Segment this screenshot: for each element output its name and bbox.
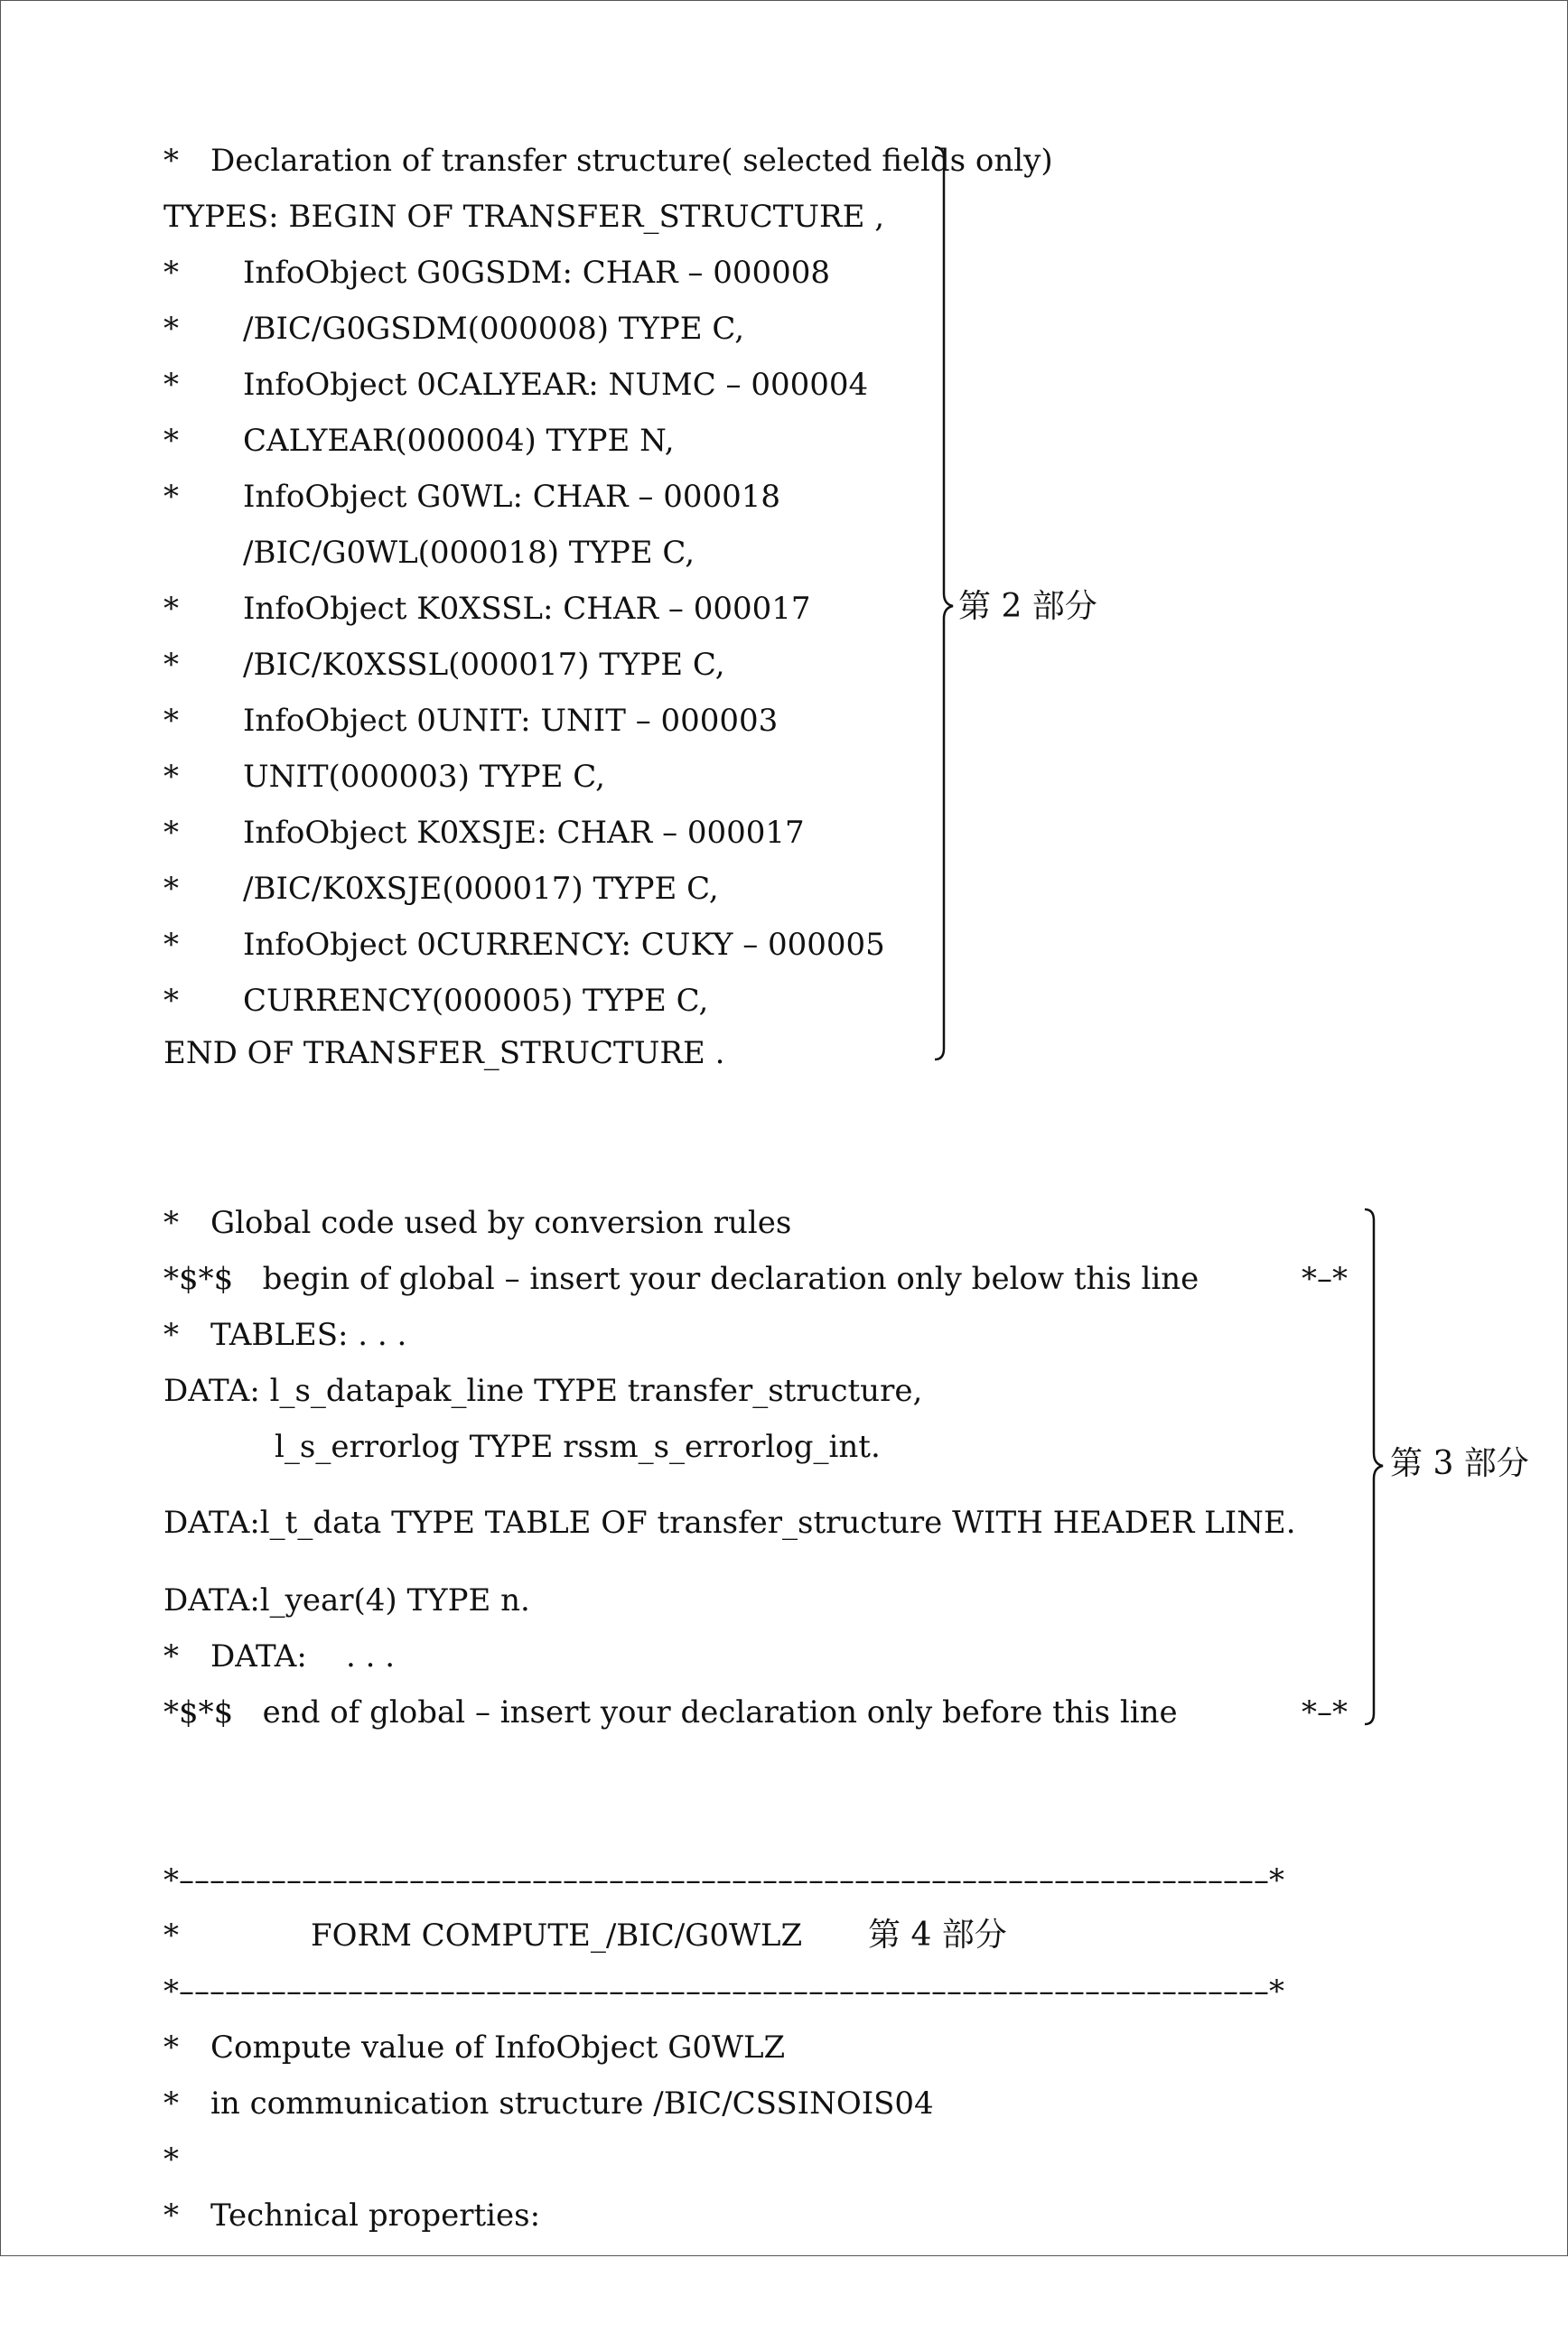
part4-comment1: Compute value of InfoObject G0WLZ bbox=[210, 2029, 786, 2066]
comment-star: * bbox=[163, 143, 179, 179]
part3-brace bbox=[1365, 1209, 1383, 1724]
part2-field-text: /BIC/G0WL(000018) TYPE C, bbox=[243, 535, 695, 571]
comment-star: * bbox=[163, 479, 179, 515]
comment-star: * bbox=[163, 367, 179, 403]
part2-field-text: InfoObject K0XSJE: CHAR – 000017 bbox=[243, 815, 805, 851]
comment-star: * bbox=[163, 703, 179, 739]
part2-field-text: InfoObject 0CURRENCY: CUKY – 000005 bbox=[243, 927, 885, 963]
part3-data3: DATA:l_year(4) TYPE n. bbox=[163, 1582, 530, 1619]
part4-comment2: in communication structure /BIC/CSSINOIS04 bbox=[210, 2085, 934, 2122]
comment-star: * bbox=[163, 2141, 179, 2178]
part2-field-text: InfoObject 0UNIT: UNIT – 000003 bbox=[243, 703, 779, 739]
part3-data1a: DATA: l_s_datapak_line TYPE transfer_structure, bbox=[163, 1373, 923, 1409]
part2-field-text: CURRENCY(000005) TYPE C, bbox=[243, 983, 709, 1019]
part4-rule-bottom: *–––––––––––––––––––––––––––––––––––––––––––––––––––––––––––––––––––––––* bbox=[163, 1973, 1284, 2010]
part3-data4: DATA: . . . bbox=[210, 1638, 396, 1675]
part3-end-mark: *–* bbox=[1302, 1694, 1348, 1731]
comment-star: * bbox=[163, 1205, 179, 1241]
brace-overlay bbox=[1, 1, 1568, 2257]
part4-form: FORM COMPUTE_/BIC/G0WLZ bbox=[311, 1917, 803, 1954]
part2-field-text: /BIC/G0GSDM(000008) TYPE C, bbox=[243, 311, 745, 347]
part3-comment: Global code used by conversion rules bbox=[210, 1205, 792, 1241]
comment-star: * bbox=[163, 871, 179, 907]
part3-end-global: *$*$ end of global – insert your declaration only before this line bbox=[163, 1694, 1178, 1731]
comment-star: * bbox=[163, 647, 179, 683]
part3-data1b: l_s_errorlog TYPE rssm_s_errorlog_int. bbox=[275, 1429, 881, 1465]
part2-types-begin: TYPES: BEGIN OF TRANSFER_STRUCTURE , bbox=[163, 199, 885, 235]
part3-begin-mark: *–* bbox=[1302, 1261, 1348, 1297]
comment-star: * bbox=[163, 1917, 179, 1954]
comment-star: * bbox=[163, 2197, 179, 2234]
comment-star: * bbox=[163, 2085, 179, 2122]
comment-star: * bbox=[163, 983, 179, 1019]
part3-tables: TABLES: . . . bbox=[210, 1317, 407, 1353]
part3-begin-global: *$*$ begin of global – insert your declaration only below this line bbox=[163, 1261, 1199, 1297]
comment-star: * bbox=[163, 591, 179, 627]
comment-star: * bbox=[163, 1317, 179, 1353]
comment-star: * bbox=[163, 423, 179, 459]
part2-field-text: InfoObject G0GSDM: CHAR – 000008 bbox=[243, 255, 831, 291]
part2-field-text: InfoObject G0WL: CHAR – 000018 bbox=[243, 479, 780, 515]
part2-field-text: CALYEAR(000004) TYPE N, bbox=[243, 423, 675, 459]
part2-brace bbox=[935, 147, 953, 1059]
comment-star: * bbox=[163, 2029, 179, 2066]
part2-field-text: InfoObject K0XSSL: CHAR – 000017 bbox=[243, 591, 811, 627]
part3-data2: DATA:l_t_data TYPE TABLE OF transfer_structure WITH HEADER LINE. bbox=[163, 1505, 1296, 1541]
part2-field-text: InfoObject 0CALYEAR: NUMC – 000004 bbox=[243, 367, 869, 403]
part2-field-text: /BIC/K0XSSL(000017) TYPE C, bbox=[243, 647, 725, 683]
comment-star: * bbox=[163, 815, 179, 851]
part2-label: 第 2 部分 bbox=[958, 588, 1097, 625]
comment-star: * bbox=[163, 927, 179, 963]
comment-star: * bbox=[163, 255, 179, 291]
part2-comment: Declaration of transfer structure( selected fields only) bbox=[210, 143, 1053, 179]
part4-comment4: Technical properties: bbox=[210, 2197, 541, 2234]
part4-rule-top: *–––––––––––––––––––––––––––––––––––––––––––––––––––––––––––––––––––––––* bbox=[163, 1862, 1284, 1899]
comment-star: * bbox=[163, 1638, 179, 1675]
comment-star: * bbox=[163, 311, 179, 347]
part2-field-text: UNIT(000003) TYPE C, bbox=[243, 759, 605, 795]
part4-label: 第 4 部分 bbox=[868, 1917, 1007, 1954]
comment-star: * bbox=[163, 759, 179, 795]
part2-types-end: END OF TRANSFER_STRUCTURE . bbox=[163, 1035, 725, 1071]
part3-label: 第 3 部分 bbox=[1390, 1445, 1529, 1482]
part2-field-text: /BIC/K0XSJE(000017) TYPE C, bbox=[243, 871, 719, 907]
